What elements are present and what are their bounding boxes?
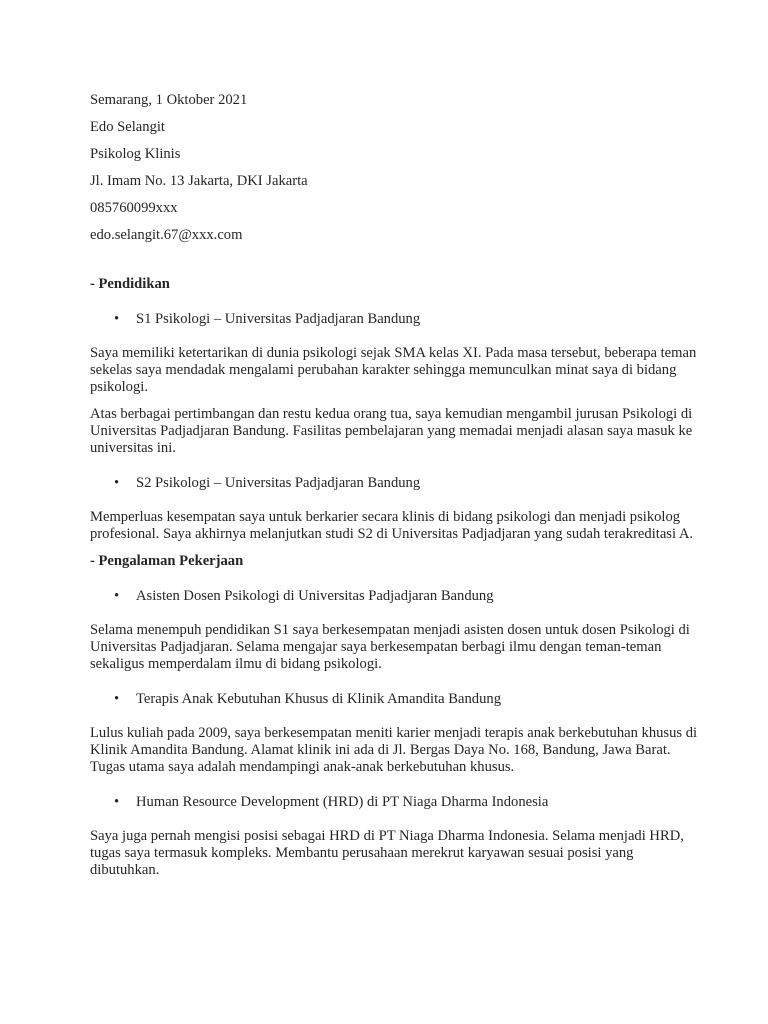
paragraph: Lulus kuliah pada 2009, saya berkesempatan meniti karier menjadi terapis anak berkebutuhan khusus di Klinik Amandita Bandung. Alamat klinik ini ada di Jl. Bergas Daya No. 168, Bandung, Jawa Barat. Tugas utama saya adalah mendampingi anak-anak berkebutuhan khusus.	[90, 725, 698, 775]
sender-title: Psikolog Klinis	[90, 146, 181, 162]
experience-item	[90, 588, 698, 605]
experience-item-label: Human Resource Development (HRD) di PT Niaga Dharma Indonesia	[136, 794, 549, 810]
bullet-icon: •	[114, 588, 120, 604]
sender-phone: 085760099xxx	[90, 200, 178, 216]
experience-heading: - Pengalaman Pekerjaan	[90, 553, 244, 569]
experience-item	[90, 691, 698, 708]
experience-item-label: Terapis Anak Kebutuhan Khusus di Klinik Amandita Bandung	[136, 691, 501, 707]
education-item	[90, 475, 698, 492]
education-heading: - Pendidikan	[90, 276, 170, 292]
bullet-icon: •	[114, 311, 120, 327]
bullet-icon: •	[114, 691, 120, 707]
education-item-label: S1 Psikologi – Universitas Padjadjaran Bandung	[136, 311, 421, 327]
paragraph: Memperluas kesempatan saya untuk berkarier secara klinis di bidang psikologi dan menjadi psikolog profesional. Saya akhirnya melanjutkan studi S2 di Universitas Padjadjaran yang sudah terakreditasi A.	[90, 509, 694, 542]
paragraph: Saya juga pernah mengisi posisi sebagai HRD di PT Niaga Dharma Indonesia. Selama menjadi HRD, tugas saya termasuk kompleks. Membantu perusahaan merekrut karyawan sesuai posisi yang dibutuhkan.	[90, 828, 684, 878]
education-item-label: S2 Psikologi – Universitas Padjadjaran Bandung	[136, 475, 421, 491]
bullet-icon: •	[114, 475, 120, 491]
sender-address: Jl. Imam No. 13 Jakarta, DKI Jakarta	[90, 173, 308, 189]
experience-item-label: Asisten Dosen Psikologi di Universitas Padjadjaran Bandung	[136, 588, 494, 604]
bullet-icon: •	[114, 794, 120, 810]
paragraph: Saya memiliki ketertarikan di dunia psikologi sejak SMA kelas XI. Pada masa tersebut, beberapa teman sekelas saya mendadak mengalami perubahan karakter sehingga memunculkan minat saya di bidang psikologi.	[90, 345, 697, 395]
paragraph: Atas berbagai pertimbangan dan restu kedua orang tua, saya kemudian mengambil jurusan Psikologi di Universitas Padjadjaran Bandung. Fasilitas pembelajaran yang memadai menjadi alasan saya masuk ke universitas ini.	[90, 406, 693, 456]
education-item	[90, 311, 698, 328]
date-place: Semarang, 1 Oktober 2021	[90, 92, 248, 108]
sender-name: Edo Selangit	[90, 119, 165, 135]
experience-item	[90, 794, 698, 811]
sender-email: edo.selangit.67@xxx.com	[90, 227, 243, 243]
paragraph: Selama menempuh pendidikan S1 saya berkesempatan menjadi asisten dosen untuk dosen Psikologi di Universitas Padjadjaran. Selama mengajar saya berkesempatan berbagi ilmu dengan teman-teman sekaligus memperdalam ilmu di bidang psikologi.	[90, 622, 690, 672]
